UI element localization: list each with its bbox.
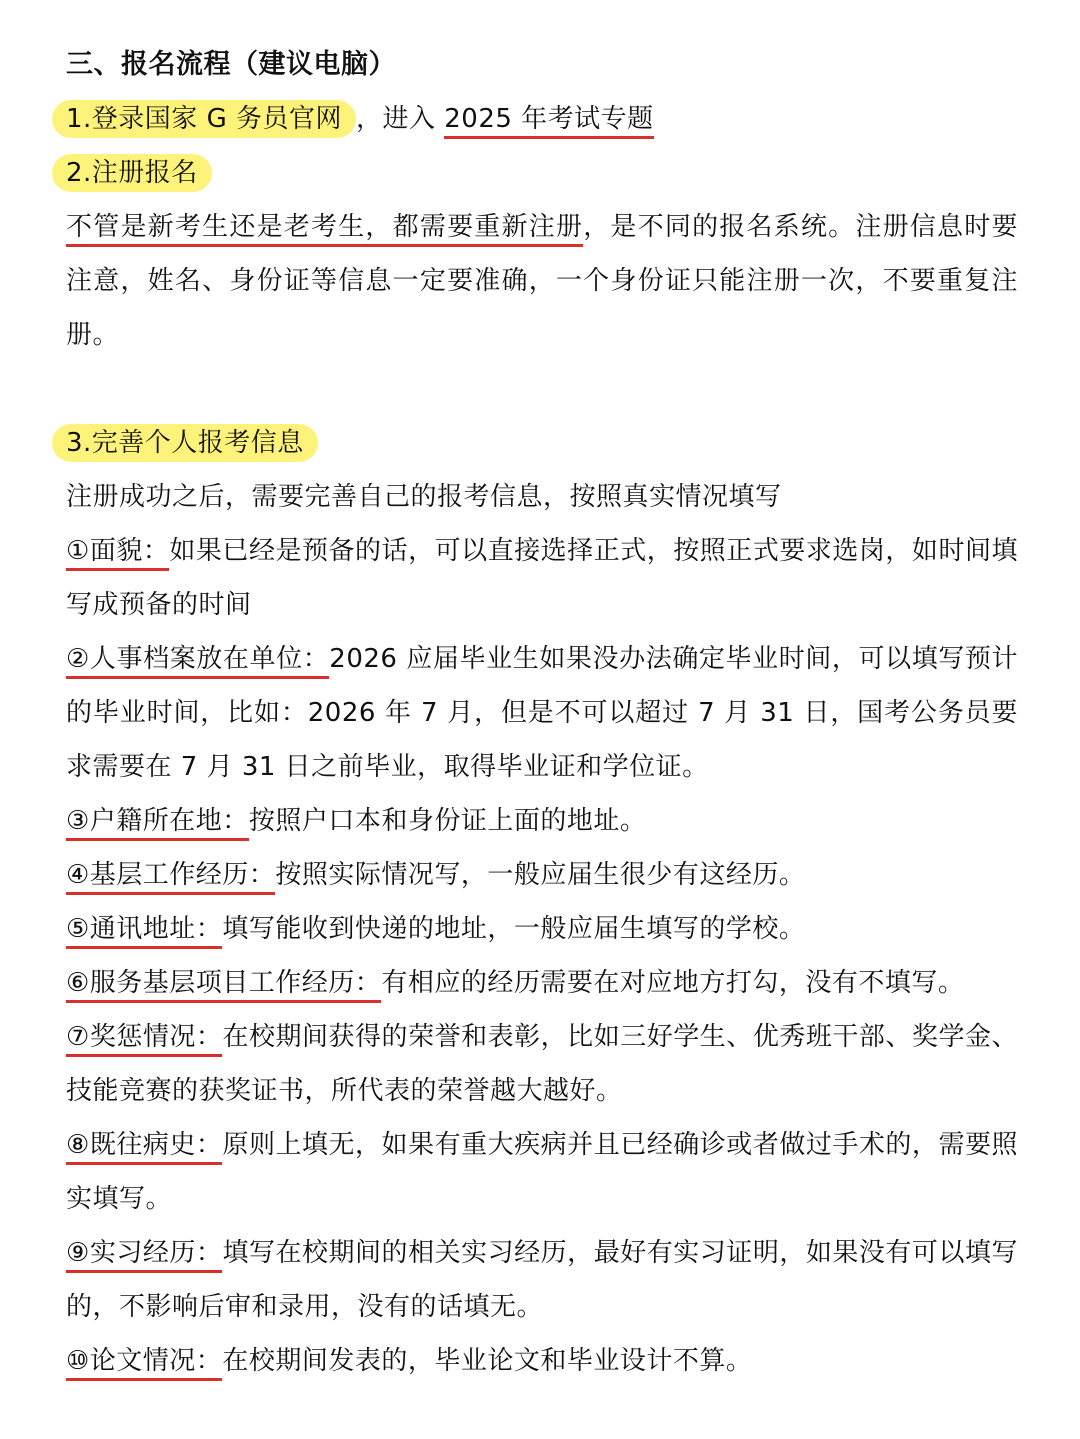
item-label: ②人事档案放在单位： — [66, 644, 329, 679]
step-1 — [66, 92, 1018, 146]
item-label: ⑩论文情况： — [66, 1346, 222, 1381]
step-3-intro: 注册成功之后，需要完善自己的报考信息，按照真实情况填写 — [66, 482, 782, 512]
list-item-10 — [66, 1334, 1018, 1388]
list-item-8 — [66, 1118, 1018, 1226]
item-label: ⑥服务基层项目工作经历： — [66, 968, 381, 1003]
item-label: ①面貌： — [66, 536, 169, 571]
step-2-underlined: 不管是新考生还是老考生，都需要重新注册 — [66, 212, 583, 247]
spacer — [66, 362, 1018, 416]
item-label: ⑨实习经历： — [66, 1238, 222, 1273]
item-text: 按照实际情况写，一般应届生很少有这经历。 — [275, 860, 806, 890]
item-label: ⑧既往病史： — [66, 1130, 222, 1165]
item-label: ⑦奖惩情况： — [66, 1022, 222, 1057]
list-item-3 — [66, 794, 1018, 848]
section-title: 三、报名流程（建议电脑） — [66, 49, 396, 80]
step-1-highlight: 1.登录国家 G 务员官网 — [52, 100, 356, 138]
list-item-1 — [66, 524, 1018, 632]
item-text: 有相应的经历需要在对应地方打勾，没有不填写。 — [381, 968, 965, 998]
step-1-mid-text: ，进入 — [355, 104, 445, 134]
item-text: 如果已经是预备的话，可以直接选择正式，按照正式要求选岗，如时间填写成预备的时间 — [66, 536, 1018, 620]
item-text: 填写在校期间的相关实习经历，最好有实习证明，如果没有可以填写的，不影响后审和录用，没有的话填无。 — [66, 1238, 1018, 1322]
list-item-7 — [66, 1010, 1018, 1118]
step-2-highlight: 2.注册报名 — [52, 154, 212, 192]
list-item-9 — [66, 1226, 1018, 1334]
step-2-heading — [66, 146, 1018, 200]
list-item-2 — [66, 632, 1018, 794]
item-text: 在校期间发表的，毕业论文和毕业设计不算。 — [222, 1346, 753, 1376]
step-3-heading — [66, 416, 1018, 470]
step-2-rest: ，是不同的报名系统。注册信息时要注意，姓名、身份证等信息一定要准确，一个身份证只能注册一次，不要重复注册。 — [66, 212, 1018, 350]
item-label: ③户籍所在地： — [66, 806, 249, 841]
list-item-6 — [66, 956, 1018, 1010]
item-text: 填写能收到快递的地址，一般应届生填写的学校。 — [222, 914, 806, 944]
item-label: ④基层工作经历： — [66, 860, 275, 895]
step-2-paragraph — [66, 200, 1018, 362]
step-3-highlight: 3.完善个人报考信息 — [52, 424, 318, 462]
list-item-4 — [66, 848, 1018, 902]
list-item-5 — [66, 902, 1018, 956]
item-text: 按照户口本和身份证上面的地址。 — [248, 806, 647, 836]
item-label: ⑤通讯地址： — [66, 914, 222, 949]
item-text: 原则上填无，如果有重大疾病并且已经确诊或者做过手术的，需要照实填写。 — [66, 1130, 1018, 1214]
step-1-underlined: 2025 年考试专题 — [444, 104, 653, 139]
item-text: 2026 应届毕业生如果没办法确定毕业时间，可以填写预计的毕业时间，比如：2026 年 7 月，但是不可以超过 7 月 31 日，国考公务员要求需要在 7 月 31 日之前毕业，取得毕业证和学位证。 — [66, 644, 1018, 782]
item-text: 在校期间获得的荣誉和表彰，比如三好学生、优秀班干部、奖学金、技能竞赛的获奖证书，所代表的荣誉越大越好。 — [66, 1022, 1018, 1106]
